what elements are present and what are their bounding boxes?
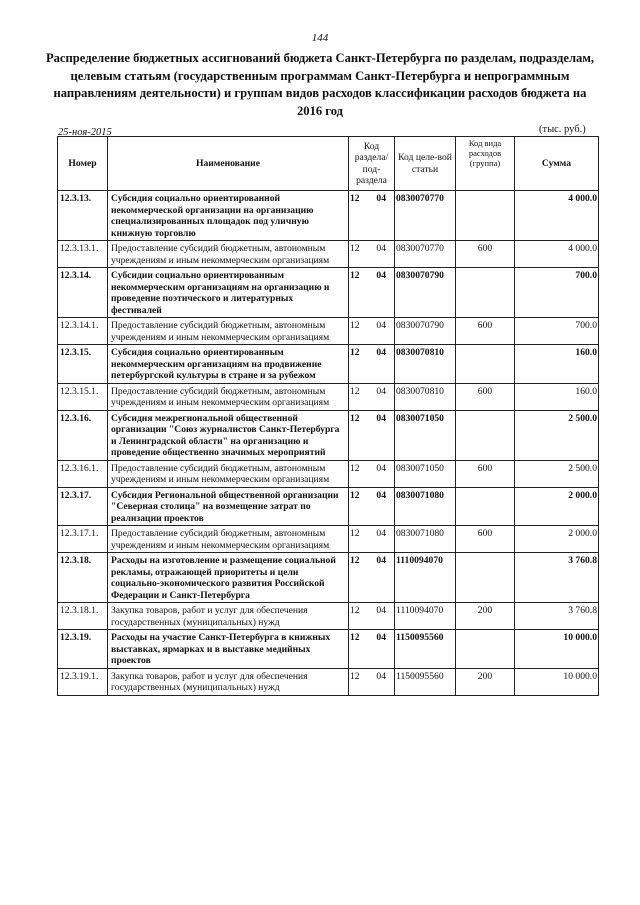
row-name: Субсидия социально ориентированным некоммерческим организациям на продвижение петербургской культуры в стране и за рубежом	[108, 345, 349, 384]
row-section	[349, 318, 395, 345]
row-sum: 2 000.0	[515, 526, 599, 553]
row-section	[349, 553, 395, 603]
table-row	[58, 526, 599, 553]
row-name: Субсидия межрегиональной общественной организации "Союз журналистов Санкт-Петербурга и Ленинградской области" на организацию и проведение общественно значимых мероприятий	[108, 410, 349, 460]
row-number: 12.3.16.	[58, 410, 108, 460]
row-podrazdel: 04	[376, 270, 386, 281]
budget-table	[57, 136, 599, 696]
row-section	[349, 668, 395, 695]
table-header-row	[58, 137, 599, 191]
row-kind	[456, 410, 515, 460]
row-kind: 600	[456, 526, 515, 553]
row-razdel: 12	[350, 270, 360, 281]
row-podrazdel: 04	[376, 347, 386, 358]
row-article: 0830070810	[395, 345, 456, 384]
document-title: Распределение бюджетных ассигнований бюджета Санкт-Петербурга по разделам, подразделам, целевым статьям (государственным программам Санкт-Петербурга и непрограммным направлениям деятельности) и группам видов расходов классификации расходов бюджета на 2016 год	[45, 51, 595, 118]
row-sum: 4 000.0	[515, 191, 599, 241]
row-number: 12.3.13.	[58, 191, 108, 241]
table-row	[58, 410, 599, 460]
row-section	[349, 241, 395, 268]
row-name: Субсидия Региональной общественной организации "Северная столица" на возмещение затрат по реализации проектов	[108, 487, 349, 526]
row-number: 12.3.18.	[58, 553, 108, 603]
header-article: Код целе-вой статьи	[395, 137, 456, 191]
table-row	[58, 630, 599, 669]
row-article: 1110094070	[395, 553, 456, 603]
row-name: Предоставление субсидий бюджетным, автономным учреждениям и иным некоммерческим организациям	[108, 460, 349, 487]
row-name: Субсидия социально ориентированной некоммерческой организации на организацию специализированных площадок под уличную книжную торговлю	[108, 191, 349, 241]
row-kind	[456, 630, 515, 669]
row-article: 1110094070	[395, 603, 456, 630]
row-kind	[456, 191, 515, 241]
table-row	[58, 241, 599, 268]
row-article: 0830071080	[395, 487, 456, 526]
table-row	[58, 460, 599, 487]
page-number: 144	[311, 32, 329, 44]
row-number: 12.3.16.1.	[58, 460, 108, 487]
row-kind	[456, 345, 515, 384]
table-row	[58, 487, 599, 526]
row-podrazdel: 04	[376, 528, 386, 539]
row-name: Предоставление субсидий бюджетным, автономным учреждениям и иным некоммерческим организациям	[108, 526, 349, 553]
row-name: Субсидии социально ориентированным некоммерческим организациям на организацию и проведение поэтического и литературных фестивалей	[108, 268, 349, 318]
row-razdel: 12	[350, 412, 360, 424]
row-number: 12.3.13.1.	[58, 241, 108, 268]
row-podrazdel: 04	[376, 193, 386, 204]
row-number: 12.3.19.1.	[58, 668, 108, 695]
row-podrazdel: 04	[376, 632, 386, 643]
row-name: Закупка товаров, работ и услуг для обеспечения государственных (муниципальных) нужд	[108, 668, 349, 695]
row-section	[349, 410, 395, 460]
row-article: 0830070790	[395, 318, 456, 345]
row-razdel: 12	[350, 670, 360, 682]
row-kind: 600	[456, 241, 515, 268]
row-razdel: 12	[350, 632, 360, 643]
row-name: Расходы на изготовление и размещение социальной рекламы, отражающей приоритеты и цели социально-экономического развития Российской Федерации и Санкт-Петербурга	[108, 553, 349, 603]
row-kind: 600	[456, 460, 515, 487]
row-kind	[456, 553, 515, 603]
row-sum: 10 000.0	[515, 668, 599, 695]
row-number: 12.3.15.1.	[58, 383, 108, 410]
row-razdel: 12	[350, 385, 360, 397]
row-name: Предоставление субсидий бюджетным, автономным учреждениям и иным некоммерческим организациям	[108, 241, 349, 268]
header-kind: Код вида расходов (группа)	[456, 137, 515, 191]
row-article: 1150095560	[395, 630, 456, 669]
row-name: Предоставление субсидий бюджетным, автономным учреждениям и иным некоммерческим организациям	[108, 318, 349, 345]
row-section	[349, 191, 395, 241]
row-article: 0830071050	[395, 410, 456, 460]
row-sum: 2 000.0	[515, 487, 599, 526]
row-razdel: 12	[350, 347, 360, 358]
row-article: 0830071050	[395, 460, 456, 487]
table-body	[58, 191, 599, 696]
table-row	[58, 318, 599, 345]
row-article: 1150095560	[395, 668, 456, 695]
document-date: 25-ноя-2015	[58, 127, 112, 138]
row-kind: 200	[456, 603, 515, 630]
row-podrazdel: 04	[376, 320, 386, 331]
header-sum: Сумма	[515, 137, 599, 191]
row-sum: 3 760.8	[515, 603, 599, 630]
row-article: 0830070770	[395, 191, 456, 241]
row-razdel: 12	[350, 193, 360, 204]
row-section	[349, 487, 395, 526]
row-razdel: 12	[350, 555, 360, 566]
table-row	[58, 668, 599, 695]
row-number: 12.3.14.1.	[58, 318, 108, 345]
row-name: Предоставление субсидий бюджетным, автономным учреждениям и иным некоммерческим организациям	[108, 383, 349, 410]
table-row	[58, 345, 599, 384]
row-kind	[456, 487, 515, 526]
header-section: Код раздела/ под-раздела	[349, 137, 395, 191]
table-row	[58, 191, 599, 241]
row-sum: 2 500.0	[515, 460, 599, 487]
row-sum: 3 760.8	[515, 553, 599, 603]
row-sum: 10 000.0	[515, 630, 599, 669]
row-kind: 200	[456, 668, 515, 695]
row-sum: 4 000.0	[515, 241, 599, 268]
table-row	[58, 383, 599, 410]
table-row	[58, 268, 599, 318]
row-number: 12.3.17.	[58, 487, 108, 526]
row-number: 12.3.19.	[58, 630, 108, 669]
row-kind	[456, 268, 515, 318]
row-podrazdel: 04	[376, 555, 386, 566]
row-section	[349, 383, 395, 410]
row-number: 12.3.15.	[58, 345, 108, 384]
row-razdel: 12	[350, 605, 360, 616]
row-podrazdel: 04	[376, 605, 386, 616]
row-podrazdel: 04	[376, 462, 386, 474]
row-article: 0830070810	[395, 383, 456, 410]
units-label: (тыс. руб.)	[539, 124, 586, 135]
row-kind: 600	[456, 383, 515, 410]
row-number: 12.3.17.1.	[58, 526, 108, 553]
row-podrazdel: 04	[376, 385, 386, 397]
row-razdel: 12	[350, 528, 360, 539]
row-sum: 700.0	[515, 318, 599, 345]
table-row	[58, 603, 599, 630]
row-section	[349, 630, 395, 669]
row-podrazdel: 04	[376, 489, 386, 501]
row-razdel: 12	[350, 320, 360, 331]
row-name: Расходы на участие Санкт-Петербурга в книжных выставках, ярмарках и в выставке медийных проектов	[108, 630, 349, 669]
row-podrazdel: 04	[376, 412, 386, 424]
row-section	[349, 526, 395, 553]
row-number: 12.3.14.	[58, 268, 108, 318]
row-sum: 160.0	[515, 383, 599, 410]
row-podrazdel: 04	[376, 243, 386, 254]
row-kind: 600	[456, 318, 515, 345]
row-name: Закупка товаров, работ и услуг для обеспечения государственных (муниципальных) нужд	[108, 603, 349, 630]
row-section	[349, 603, 395, 630]
row-razdel: 12	[350, 462, 360, 474]
row-sum: 2 500.0	[515, 410, 599, 460]
row-razdel: 12	[350, 243, 360, 254]
row-sum: 700.0	[515, 268, 599, 318]
header-number: Номер	[58, 137, 108, 191]
table-row	[58, 553, 599, 603]
row-sum: 160.0	[515, 345, 599, 384]
row-section	[349, 268, 395, 318]
row-article: 0830071080	[395, 526, 456, 553]
row-podrazdel: 04	[376, 670, 386, 682]
row-razdel: 12	[350, 489, 360, 501]
row-article: 0830070790	[395, 268, 456, 318]
row-section	[349, 460, 395, 487]
row-number: 12.3.18.1.	[58, 603, 108, 630]
row-article: 0830070770	[395, 241, 456, 268]
row-section	[349, 345, 395, 384]
header-name: Наименование	[108, 137, 349, 191]
